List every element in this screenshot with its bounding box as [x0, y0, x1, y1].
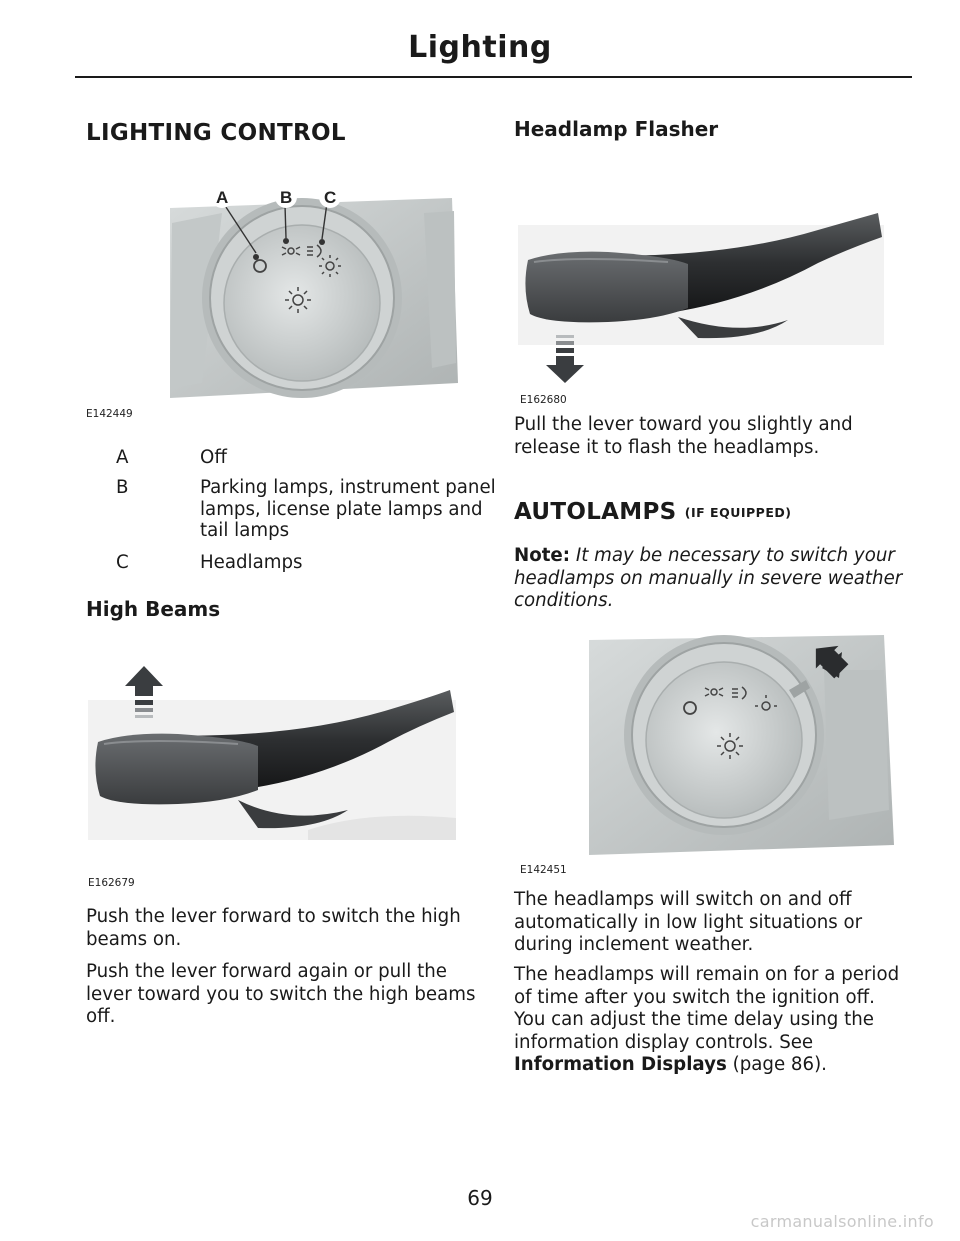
lighting-switch-figure [162, 183, 462, 408]
flasher-lever-illustration [518, 205, 884, 390]
lighting-switch-illustration [162, 183, 462, 408]
legend-row-c [116, 552, 496, 574]
page-header-title: Lighting [408, 30, 552, 65]
page-number: 69 [467, 1186, 493, 1210]
lighting-control-heading: LIGHTING CONTROL [86, 120, 346, 146]
watermark: carmanualsonline.info [750, 1212, 934, 1231]
legend-text: Headlamps [200, 552, 303, 573]
legend-key: A [116, 447, 129, 468]
figure-code-e142449: E142449 [86, 408, 133, 420]
callout-c: C [324, 188, 337, 207]
callout-a: A [216, 188, 229, 207]
autolamps-heading [514, 499, 791, 525]
flasher-paragraph: Pull the lever toward you slightly and release it to flash the headlamps. [514, 414, 853, 458]
legend-key: B [116, 477, 129, 498]
autolamps-paragraph-2-text: The headlamps will remain on for a period of time after you switch the ignition off. You can adjust the time delay using the information display controls. See [514, 964, 900, 1053]
autolamps-paragraph-1: The headlamps will switch on and off automatically in low light situations or during inclement weather. [514, 889, 863, 955]
note-label: Note: [514, 545, 571, 566]
high-beams-lever-illustration [88, 660, 456, 870]
legend-text: Off [200, 447, 227, 468]
legend-key: C [116, 552, 129, 573]
header-rule [75, 76, 912, 78]
high-beams-heading: High Beams [86, 597, 221, 621]
figure-code-e162680: E162680 [520, 394, 567, 406]
high-beams-on-paragraph: Push the lever forward to switch the high beams on. [86, 906, 461, 950]
figure-code-e142451: E142451 [520, 864, 567, 876]
autolamps-title: AUTOLAMPS [514, 499, 677, 525]
headlamp-flasher-heading: Headlamp Flasher [514, 117, 719, 141]
note-text: It may be necessary to switch your headlamps on manually in severe weather conditions. [514, 545, 903, 611]
high-beams-figure [88, 660, 456, 870]
autolamps-paragraph-2 [514, 964, 910, 1077]
information-displays-link[interactable]: Information Displays [514, 1054, 727, 1075]
autolamps-switch-illustration [584, 630, 904, 858]
autolamps-note [514, 545, 910, 613]
legend-row-b [116, 477, 496, 543]
legend-row-a [116, 447, 496, 469]
figure-code-e162679: E162679 [88, 877, 135, 889]
high-beams-off-paragraph: Push the lever forward again or pull the lever toward you to switch the high beams off. [86, 961, 476, 1027]
autolamps-figure [584, 630, 904, 858]
autolamps-equipped-label: (IF EQUIPPED) [684, 505, 792, 520]
flasher-figure [518, 205, 884, 390]
callout-b: B [280, 188, 293, 207]
page-reference: (page 86). [732, 1054, 827, 1075]
legend-text: Parking lamps, instrument panel lamps, license plate lamps and tail lamps [200, 477, 496, 541]
